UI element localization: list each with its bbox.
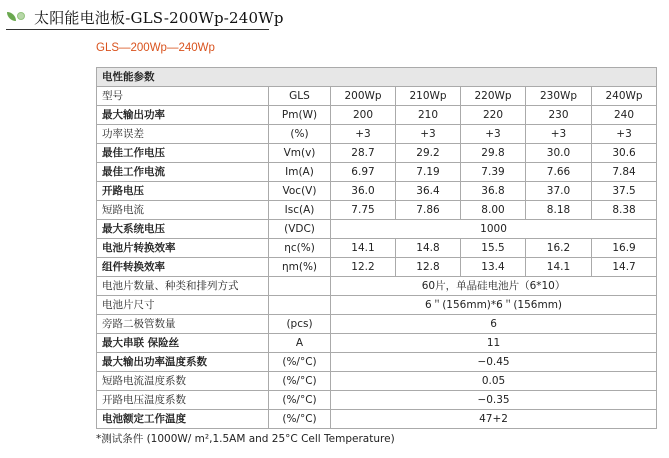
- value-cell: 37.5: [592, 182, 657, 201]
- value-cell: −0.45: [331, 353, 657, 372]
- unit-cell: [269, 296, 331, 315]
- row-label: 组件转换效率: [97, 258, 269, 277]
- leaf-logo-icon: [6, 10, 28, 24]
- row-label: 型号: [97, 87, 269, 106]
- unit-cell: ηc(%): [269, 239, 331, 258]
- value-cell: +3: [461, 125, 526, 144]
- row-label: 最佳工作电流: [97, 163, 269, 182]
- unit-cell: (%/°C): [269, 410, 331, 429]
- value-cell: 29.2: [396, 144, 461, 163]
- row-label: 电池片数量、种类和排列方式: [97, 277, 269, 296]
- unit-cell: Voc(V): [269, 182, 331, 201]
- value-cell: 210Wp: [396, 87, 461, 106]
- value-cell: 7.86: [396, 201, 461, 220]
- table-row: [97, 125, 657, 144]
- value-cell: 13.4: [461, 258, 526, 277]
- unit-cell: ηm(%): [269, 258, 331, 277]
- value-cell: 16.9: [592, 239, 657, 258]
- table-row: [97, 163, 657, 182]
- value-cell: 14.7: [592, 258, 657, 277]
- unit-cell: Vm(v): [269, 144, 331, 163]
- table-row: [97, 182, 657, 201]
- value-cell: −0.35: [331, 391, 657, 410]
- value-cell: 11: [331, 334, 657, 353]
- unit-cell: (%): [269, 125, 331, 144]
- value-cell: 60片，单晶硅电池片（6*10）: [331, 277, 657, 296]
- table-row: [97, 239, 657, 258]
- value-cell: 240: [592, 106, 657, 125]
- unit-cell: (%/°C): [269, 353, 331, 372]
- row-label: 最大输出功率温度系数: [97, 353, 269, 372]
- row-label: 电池片转换效率: [97, 239, 269, 258]
- unit-cell: Pm(W): [269, 106, 331, 125]
- table-row: [97, 201, 657, 220]
- value-cell: 200: [331, 106, 396, 125]
- value-cell: 36.0: [331, 182, 396, 201]
- table-row: [97, 315, 657, 334]
- value-cell: 210: [396, 106, 461, 125]
- value-cell: 6: [331, 315, 657, 334]
- value-cell: 8.18: [526, 201, 592, 220]
- row-label: 短路电流: [97, 201, 269, 220]
- value-cell: 6＂(156mm)*6＂(156mm): [331, 296, 657, 315]
- unit-cell: Isc(A): [269, 201, 331, 220]
- page-header: [6, 6, 284, 28]
- product-subtitle: GLS—200Wp—240Wp: [96, 42, 215, 54]
- section-header-row: [97, 68, 657, 87]
- table-row: [97, 277, 657, 296]
- unit-cell: (%/°C): [269, 372, 331, 391]
- row-label: 电池片尺寸: [97, 296, 269, 315]
- value-cell: 37.0: [526, 182, 592, 201]
- value-cell: 7.39: [461, 163, 526, 182]
- value-cell: 0.05: [331, 372, 657, 391]
- value-cell: 15.5: [461, 239, 526, 258]
- value-cell: 36.8: [461, 182, 526, 201]
- value-cell: +3: [592, 125, 657, 144]
- value-cell: 12.8: [396, 258, 461, 277]
- unit-cell: (%/°C): [269, 391, 331, 410]
- value-cell: 220: [461, 106, 526, 125]
- value-cell: 30.6: [592, 144, 657, 163]
- value-cell: 230Wp: [526, 87, 592, 106]
- row-label: 最大串联 保险丝: [97, 334, 269, 353]
- table-row: [97, 296, 657, 315]
- unit-cell: [269, 277, 331, 296]
- row-label: 电池额定工作温度: [97, 410, 269, 429]
- unit-cell: (pcs): [269, 315, 331, 334]
- value-cell: +3: [331, 125, 396, 144]
- value-cell: 8.38: [592, 201, 657, 220]
- row-label: 旁路二极管数量: [97, 315, 269, 334]
- value-cell: 14.8: [396, 239, 461, 258]
- row-label: 最大输出功率: [97, 106, 269, 125]
- row-label: 功率误差: [97, 125, 269, 144]
- table-row: [97, 353, 657, 372]
- row-label: 最大系统电压: [97, 220, 269, 239]
- table-row: [97, 258, 657, 277]
- table-row: [97, 334, 657, 353]
- value-cell: +3: [526, 125, 592, 144]
- value-cell: 6.97: [331, 163, 396, 182]
- value-cell: 7.84: [592, 163, 657, 182]
- table-row: [97, 391, 657, 410]
- value-cell: 7.75: [331, 201, 396, 220]
- section-title: 电性能参数: [97, 68, 657, 87]
- value-cell: 36.4: [396, 182, 461, 201]
- value-cell: 200Wp: [331, 87, 396, 106]
- value-cell: 16.2: [526, 239, 592, 258]
- value-cell: 29.8: [461, 144, 526, 163]
- value-cell: 47+2: [331, 410, 657, 429]
- value-cell: 230: [526, 106, 592, 125]
- spec-table: [96, 67, 657, 429]
- table-row: [97, 144, 657, 163]
- value-cell: 28.7: [331, 144, 396, 163]
- value-cell: 1000: [331, 220, 657, 239]
- value-cell: 12.2: [331, 258, 396, 277]
- value-cell: 8.00: [461, 201, 526, 220]
- table-row: [97, 87, 657, 106]
- unit-cell: GLS: [269, 87, 331, 106]
- table-row: [97, 106, 657, 125]
- value-cell: 220Wp: [461, 87, 526, 106]
- row-label: 最佳工作电压: [97, 144, 269, 163]
- test-conditions-note: *测试条件 (1000W/ m²,1.5AM and 25°C Cell Temperature): [96, 433, 395, 445]
- table-row: [97, 220, 657, 239]
- value-cell: 14.1: [526, 258, 592, 277]
- row-label: 开路电压温度系数: [97, 391, 269, 410]
- page-title: 太阳能电池板-GLS-200Wp-240Wp: [34, 8, 284, 27]
- table-row: [97, 410, 657, 429]
- value-cell: 30.0: [526, 144, 592, 163]
- value-cell: 7.66: [526, 163, 592, 182]
- unit-cell: A: [269, 334, 331, 353]
- row-label: 开路电压: [97, 182, 269, 201]
- row-label: 短路电流温度系数: [97, 372, 269, 391]
- header-underline: [6, 29, 269, 30]
- unit-cell: (VDC): [269, 220, 331, 239]
- table-row: [97, 372, 657, 391]
- value-cell: 240Wp: [592, 87, 657, 106]
- value-cell: +3: [396, 125, 461, 144]
- value-cell: 7.19: [396, 163, 461, 182]
- value-cell: 14.1: [331, 239, 396, 258]
- unit-cell: Im(A): [269, 163, 331, 182]
